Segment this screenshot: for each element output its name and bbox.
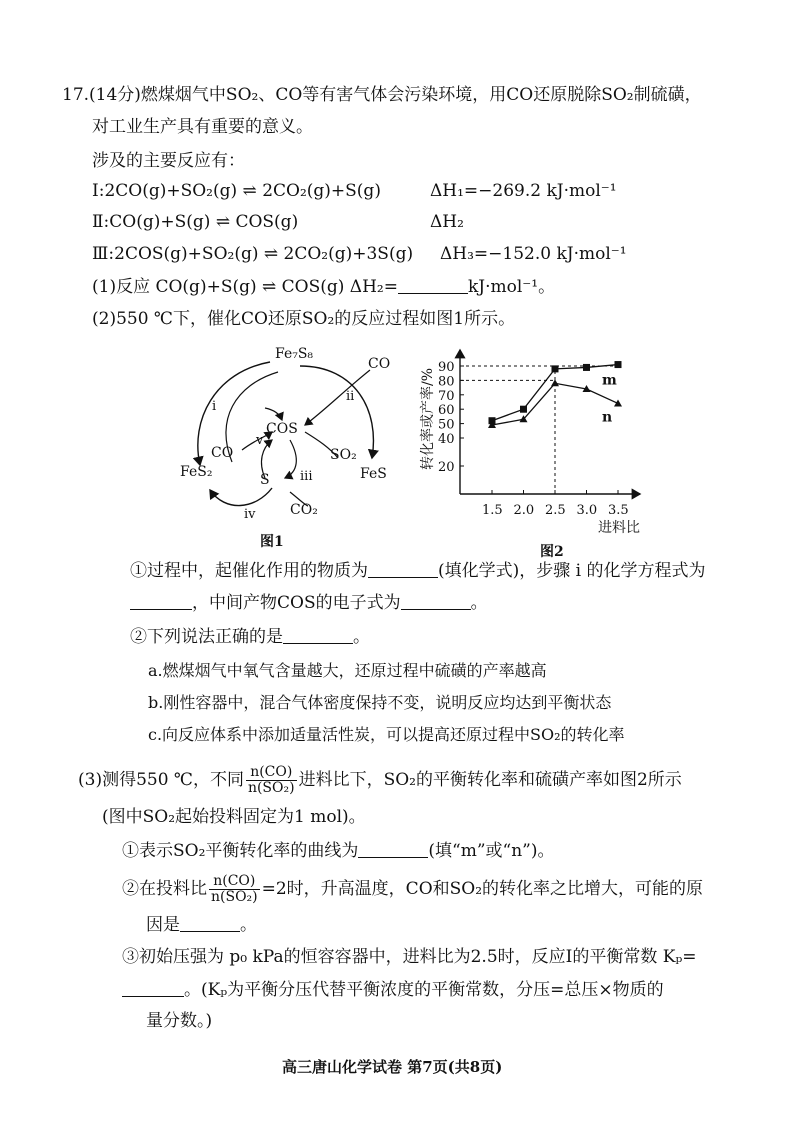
sub2-q1-end: 。	[470, 593, 488, 613]
label-co-top: CO	[368, 356, 391, 372]
sub2-q2	[130, 626, 370, 648]
cycle-arc-iv	[210, 488, 272, 506]
arrow-co-to-cos	[305, 370, 370, 425]
q3-sub2-b: =2时，升高温度，CO和SO₂的转化率之比增大，可能的原	[261, 879, 704, 899]
q3-line1-a: (3)测得550 ℃，不同	[78, 770, 244, 790]
feed-ratio-fraction	[246, 765, 297, 796]
figure2-caption: 图2	[540, 544, 564, 560]
sub2-q2-end: 。	[353, 627, 370, 647]
x-tick-label: 3.5	[608, 503, 629, 518]
x-tick-label: 3.0	[576, 503, 598, 518]
label-co-left: CO	[211, 445, 234, 461]
y-tick-label: 20	[438, 460, 455, 475]
label-cos: COS	[266, 421, 298, 437]
fraction-numerator: n(CO)	[246, 765, 297, 781]
reactions-intro: 涉及的主要反应有：	[92, 151, 245, 171]
label-fes2: FeS₂	[180, 464, 213, 480]
label-step-i: i	[212, 399, 217, 414]
label-step-iii: iii	[300, 469, 313, 484]
answer-blank-curve[interactable]	[358, 841, 428, 858]
option-b: b.刚性容器中，混合气体密度保持不变，说明反应均达到平衡状态	[148, 693, 612, 712]
cycle-arc-right	[300, 366, 373, 458]
option-a: a.燃煤烟气中氧气含量越大，还原过程中硫磺的产率越高	[148, 661, 547, 680]
answer-blank-choice[interactable]	[283, 627, 353, 644]
answer-blank-catalyst[interactable]	[368, 561, 438, 578]
subquestion-2: (2)550 ℃下，催化CO还原SO₂的反应过程如图1所示。	[92, 309, 516, 329]
y-axis-label: 转化率或产率/%	[420, 367, 436, 470]
answer-blank-equation[interactable]	[130, 593, 192, 610]
q3-line1-b: 进料比下，SO₂的平衡转化率和硫磺产率如图2所示	[298, 770, 682, 790]
q3-sub3-line3: 量分数。)	[146, 1011, 213, 1031]
sub2-q1-text-c: ，中间产物COS的电子式为	[192, 593, 401, 613]
data-point-m	[520, 406, 527, 413]
q3-sub2-a: ②在投料比	[122, 879, 207, 899]
page-footer: 高三唐山化学试卷 第7页(共8页)	[282, 1058, 503, 1076]
label-step-ii: ii	[346, 389, 355, 404]
y-tick-label: 90	[438, 360, 455, 375]
x-tick-label: 2.0	[513, 503, 535, 518]
reaction-2-enthalpy: ΔH₂	[430, 212, 464, 232]
question-header: 17.(14分)燃煤烟气中SO₂、CO等有害气体会污染环境，用CO还原脱除SO₂制硫磺，	[62, 85, 702, 105]
arrow-cos-to-s	[285, 440, 296, 478]
question-header-cont: 对工业生产具有重要的意义。	[92, 117, 313, 137]
sub2-q1-text-a: ①过程中，起催化作用的物质为	[130, 561, 368, 581]
subquestion-1-suffix: kJ·mol⁻¹。	[467, 277, 556, 297]
label-s: S	[260, 472, 270, 488]
q3-sub2-c: 因是	[146, 915, 180, 935]
y-tick-label: 70	[438, 388, 455, 404]
reaction-2-equation: Ⅱ:CO(g)+S(g) ⇌ COS(g)	[92, 212, 299, 232]
reaction-1-enthalpy: ΔH₁=−269.2 kJ·mol⁻¹	[430, 181, 617, 201]
answer-blank-electron-formula[interactable]	[401, 593, 471, 610]
sub2-q2-text: ②下列说法正确的是	[130, 627, 283, 647]
q3-sub1-b: (填“m”或“n”)。	[428, 841, 555, 861]
data-point-m	[583, 364, 590, 371]
data-point-n	[614, 399, 622, 406]
sub2-q1-line1	[130, 560, 706, 582]
label-step-v: v	[256, 433, 264, 448]
label-co2: CO₂	[290, 502, 318, 518]
q3-line1	[78, 765, 682, 796]
reaction-1-equation: Ⅰ:2CO(g)+SO₂(g) ⇌ 2CO₂(g)+S(g)	[92, 181, 381, 201]
x-axis-label: 进料比	[598, 520, 640, 536]
answer-blank-reason[interactable]	[180, 915, 240, 932]
data-point-m	[552, 365, 559, 372]
series-label-m: m	[602, 372, 617, 389]
reaction-3-enthalpy: ΔH₃=−152.0 kJ·mol⁻¹	[440, 244, 627, 264]
data-point-m	[615, 361, 622, 368]
q3-sub2-cont	[146, 914, 257, 936]
q3-sub1-a: ①表示SO₂平衡转化率的曲线为	[122, 841, 359, 861]
fraction-denominator: n(SO₂)	[247, 780, 295, 796]
arrow-i-to-cos	[265, 408, 282, 420]
q3-sub1	[122, 840, 555, 862]
figure2-chart	[419, 350, 640, 560]
sub2-q1-text-b: (填化学式)，步骤 i 的化学方程式为	[438, 561, 706, 581]
y-tick-label: 80	[438, 374, 455, 390]
label-step-iv: iv	[244, 507, 256, 522]
reaction-3-equation: Ⅲ:2COS(g)+SO₂(g) ⇌ 2CO₂(g)+3S(g)	[92, 244, 414, 264]
fraction-denominator-2: n(SO₂)	[211, 889, 258, 905]
feed-ratio-fraction-2	[209, 874, 260, 905]
answer-blank-kp[interactable]	[122, 980, 184, 997]
figure1-caption: 图1	[260, 534, 284, 550]
option-c: c.向反应体系中添加适量活性炭，可以提高还原过程中SO₂的转化率	[148, 725, 625, 744]
subquestion-1-prefix: (1)反应 CO(g)+S(g) ⇌ COS(g) ΔH₂=	[92, 277, 398, 297]
q3-sub3-line2	[122, 979, 664, 1001]
y-tick-label: 40	[438, 432, 455, 447]
q3-line2: (图中SO₂起始投料固定为1 mol)。	[102, 807, 366, 827]
q3-sub3-b: 。(Kₚ为平衡分压代替平衡浓度的平衡常数，分压=总压×物质的	[184, 980, 664, 1000]
q3-sub2	[122, 874, 703, 905]
x-tick-label: 1.5	[482, 503, 503, 518]
label-fe7s8: Fe₇S₈	[275, 346, 314, 362]
cycle-arc-left	[198, 362, 270, 465]
cycle-arc-i-inner	[226, 372, 278, 462]
q3-sub2-end: 。	[240, 915, 257, 935]
series-label-n: n	[602, 409, 613, 426]
label-fes: FeS	[360, 466, 387, 482]
x-tick-label: 2.5	[545, 503, 566, 518]
label-so2: SO₂	[330, 447, 357, 463]
q3-sub3-line1: ③初始压强为 p₀ kPa的恒容容器中，进料比为2.5时，反应Ⅰ的平衡常数 Kₚ=	[122, 947, 697, 967]
figure1-cycle	[180, 346, 390, 550]
y-tick-label: 50	[438, 417, 455, 433]
figures-area	[0, 0, 800, 560]
y-tick-label: 60	[438, 403, 455, 419]
sub2-q1-line2	[130, 592, 488, 614]
fraction-numerator-2: n(CO)	[209, 874, 260, 890]
